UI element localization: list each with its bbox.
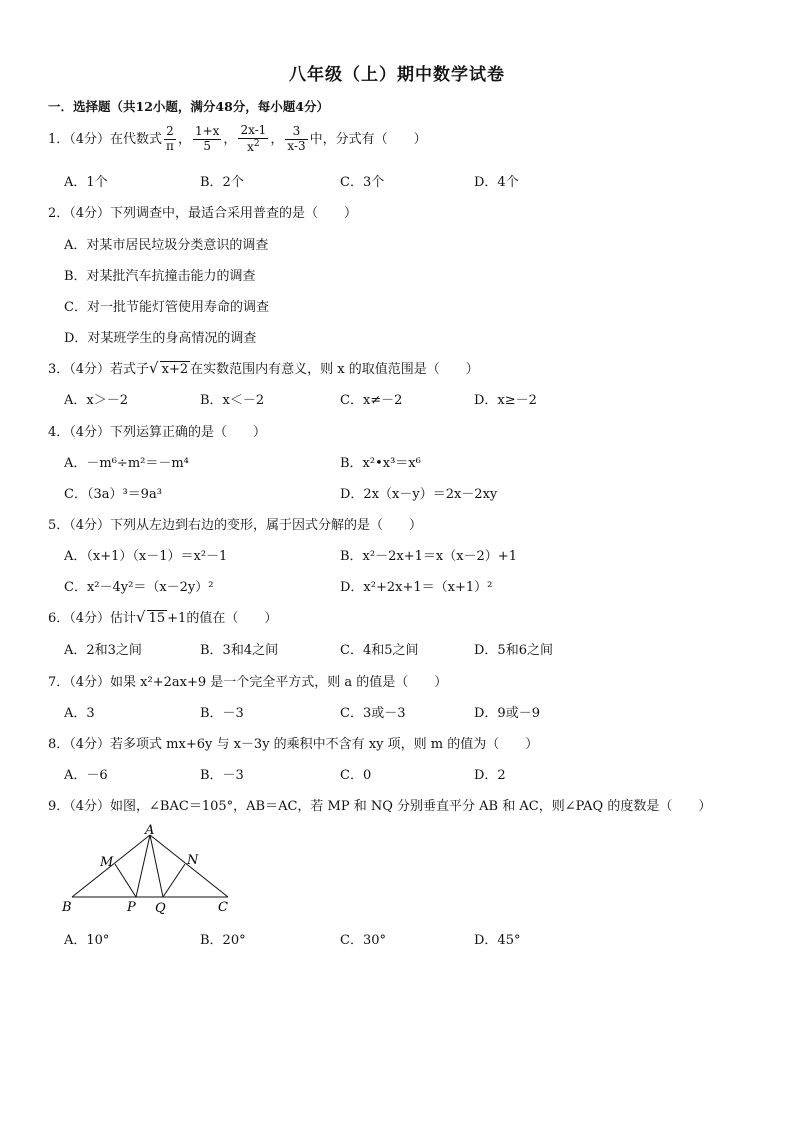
- q6-prefix: 6．（4分）估计: [48, 611, 137, 626]
- q7-option-d[interactable]: D．9或－9: [474, 706, 540, 721]
- q1-option-b[interactable]: B．2个: [200, 175, 244, 190]
- q3-prefix: 3．（4分）若式子: [48, 362, 150, 377]
- q2-option-d[interactable]: D．对某班学生的身高情况的调查: [64, 331, 257, 346]
- fraction-1: [164, 125, 176, 154]
- question-4-stem: 4．（4分）下列运算正确的是（ ）: [48, 425, 267, 440]
- question-8-stem: 8．（4分）若多项式 mx+6y 与 x－3y 的乘积中不含有 xy 项，则 m 的值为（ ）: [48, 737, 539, 752]
- q3-option-d[interactable]: D．x≥－2: [474, 393, 537, 408]
- q1-option-c[interactable]: C．3个: [340, 175, 385, 190]
- q9-option-b[interactable]: B．20°: [200, 933, 246, 948]
- fraction-3-num: 2x-1: [240, 123, 267, 137]
- q1-option-a[interactable]: A．1个: [64, 175, 108, 190]
- q9-option-a[interactable]: A．10°: [64, 933, 110, 948]
- fraction-2-den: 5: [203, 138, 211, 153]
- q3-option-a[interactable]: A．x＞－2: [64, 393, 128, 408]
- question-3-stem: [48, 358, 479, 377]
- fraction-3-den: [238, 139, 268, 155]
- q4-option-d[interactable]: D．2x（x－y）＝2x－2xy: [340, 487, 498, 502]
- triangle-figure: [60, 820, 250, 920]
- fraction-3: [238, 124, 268, 155]
- section-heading: 一．选择题（共12小题，满分48分，每小题4分）: [48, 99, 329, 114]
- fraction-1-den: π: [166, 138, 174, 153]
- fraction-3-den-exp: 2: [253, 138, 260, 149]
- label-q: Q: [155, 901, 166, 916]
- q2-option-a[interactable]: A．对某市居民垃圾分类意识的调查: [64, 238, 269, 253]
- q7-option-a[interactable]: A．3: [64, 706, 95, 721]
- label-n: N: [187, 853, 199, 868]
- question-2-stem: 2．（4分）下列调查中，最适合采用普查的是（ ）: [48, 206, 358, 221]
- fraction-4-num: 3: [285, 125, 307, 140]
- q1-prefix: 1．（4分）在代数式: [48, 131, 163, 147]
- q4-option-c[interactable]: C．（3a）³＝9a³: [64, 487, 162, 502]
- question-1-stem: [48, 124, 427, 155]
- q6-option-d[interactable]: D．5和6之间: [474, 643, 553, 658]
- separator: ，: [270, 131, 284, 147]
- q1-suffix: 中，分式有（ ）: [309, 131, 427, 147]
- radical-sign: √: [149, 359, 159, 377]
- separator: ，: [177, 131, 191, 147]
- q4-option-a[interactable]: A．－m⁶÷m²＝－m⁴: [64, 456, 189, 471]
- segment-nq: [163, 864, 185, 897]
- q2-option-c[interactable]: C．对一批节能灯管使用寿命的调查: [64, 300, 269, 315]
- label-p: P: [127, 900, 136, 915]
- fraction-2-num: 1+x: [194, 124, 220, 138]
- q5-option-b[interactable]: B．x²－2x+1＝x（x－2）+1: [340, 549, 517, 564]
- question-5-stem: 5．（4分）下列从左边到右边的变形，属于因式分解的是（ ）: [48, 518, 423, 533]
- q6-option-c[interactable]: C．4和5之间: [340, 643, 419, 658]
- q5-option-a[interactable]: A．（x+1）（x－1）＝x²－1: [64, 549, 228, 564]
- label-b: B: [62, 900, 72, 915]
- q8-option-a[interactable]: A．－6: [64, 768, 108, 783]
- label-a: A: [145, 823, 155, 838]
- fraction-1-num: 2: [164, 125, 176, 140]
- q3-suffix: 在实数范围内有意义，则 x 的取值范围是（ ）: [190, 362, 479, 377]
- q8-option-b[interactable]: B．－3: [200, 768, 244, 783]
- q3-radicand: x+2: [161, 362, 189, 377]
- q6-option-a[interactable]: A．2和3之间: [64, 643, 142, 658]
- q3-option-b[interactable]: B．x＜－2: [200, 393, 265, 408]
- q7-option-c[interactable]: C．3或－3: [340, 706, 406, 721]
- q9-option-d[interactable]: D．45°: [474, 933, 521, 948]
- q1-option-d[interactable]: D．4个: [474, 175, 519, 190]
- q5-option-d[interactable]: D．x²+2x+1＝（x+1）²: [340, 580, 493, 595]
- radical-sign: √: [136, 608, 146, 626]
- q2-option-b[interactable]: B．对某批汽车抗撞击能力的调查: [64, 269, 256, 284]
- separator: ，: [223, 131, 237, 147]
- q3-option-c[interactable]: C．x≠－2: [340, 393, 403, 408]
- q6-suffix: +1的值在（ ）: [167, 611, 278, 626]
- fraction-3-den-base: x: [247, 139, 254, 154]
- q6-radicand: 15: [148, 611, 166, 626]
- q5-option-c[interactable]: C．x²－4y²＝（x－2y）²: [64, 580, 214, 595]
- q6-option-b[interactable]: B．3和4之间: [200, 643, 279, 658]
- question-7-stem: 7．（4分）如果 x²+2ax+9 是一个完全平方式，则 a 的值是（ ）: [48, 675, 448, 690]
- q8-option-c[interactable]: C．0: [340, 768, 372, 783]
- segment-mp: [115, 864, 136, 897]
- fraction-4-den: x-3: [287, 138, 306, 153]
- label-c: C: [218, 900, 228, 915]
- label-m: M: [100, 855, 114, 870]
- question-9-stem: 9．（4分）如图，∠BAC＝105°，AB＝AC，若 MP 和 NQ 分别垂直平分 AB 和 AC，则∠PAQ 的度数是（ ）: [48, 799, 712, 814]
- page-title: 八年级（上）期中数学试卷: [289, 65, 505, 85]
- q4-option-b[interactable]: B．x²•x³＝x⁶: [340, 456, 421, 471]
- q9-option-c[interactable]: C．30°: [340, 933, 386, 948]
- fraction-4: [285, 125, 307, 154]
- fraction-2: [193, 125, 221, 154]
- question-6-stem: [48, 607, 277, 626]
- q8-option-d[interactable]: D．2: [474, 768, 506, 783]
- q7-option-b[interactable]: B．－3: [200, 706, 244, 721]
